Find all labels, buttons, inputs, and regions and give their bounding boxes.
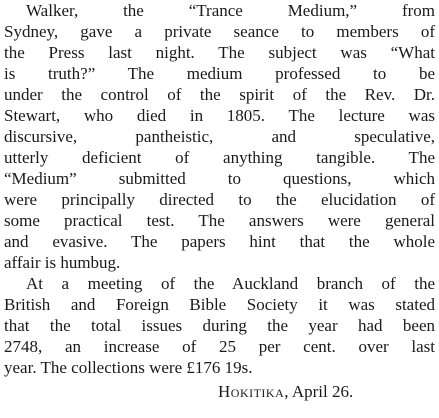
dateline-date: April 26. xyxy=(291,382,354,401)
text-line: Walker, the “Trance Medium,” from xyxy=(26,1,435,20)
text-line: that the total issues during the year had been xyxy=(4,316,435,335)
text-line: utterly deficient of anything tangible. The xyxy=(4,148,435,167)
text-line: “Medium” submitted to questions, which xyxy=(4,169,435,188)
text-line: year. The collections were £176 19s. xyxy=(4,358,253,377)
text-line: 2748, an increase of 25 per cent. over last xyxy=(4,337,435,356)
text-line: is truth?” The medium professed to be xyxy=(4,64,435,83)
dateline-separator: , xyxy=(284,382,292,401)
text-line: and evasive. The papers hint that the whole xyxy=(4,232,435,251)
dateline xyxy=(218,381,353,402)
text-line: Stewart, who died in 1805. The lecture was xyxy=(4,106,435,125)
text-line: were principally directed to the elucidation of xyxy=(4,190,435,209)
text-line: British and Foreign Bible Society it was stated xyxy=(4,295,435,314)
text-line: some practical test. The answers were general xyxy=(4,211,435,230)
text-line: At a meeting of the Auckland branch of the xyxy=(26,274,435,293)
dateline-place: Hokitika xyxy=(218,382,285,401)
text-line: under the control of the spirit of the Rev. Dr. xyxy=(4,85,435,104)
text-line: the Press last night. The subject was “What xyxy=(4,43,435,62)
text-line: Sydney, gave a private seance to members of xyxy=(4,22,435,41)
text-line: discursive, pantheistic, and speculative, xyxy=(4,127,435,146)
text-line: affair is humbug. xyxy=(4,253,121,272)
